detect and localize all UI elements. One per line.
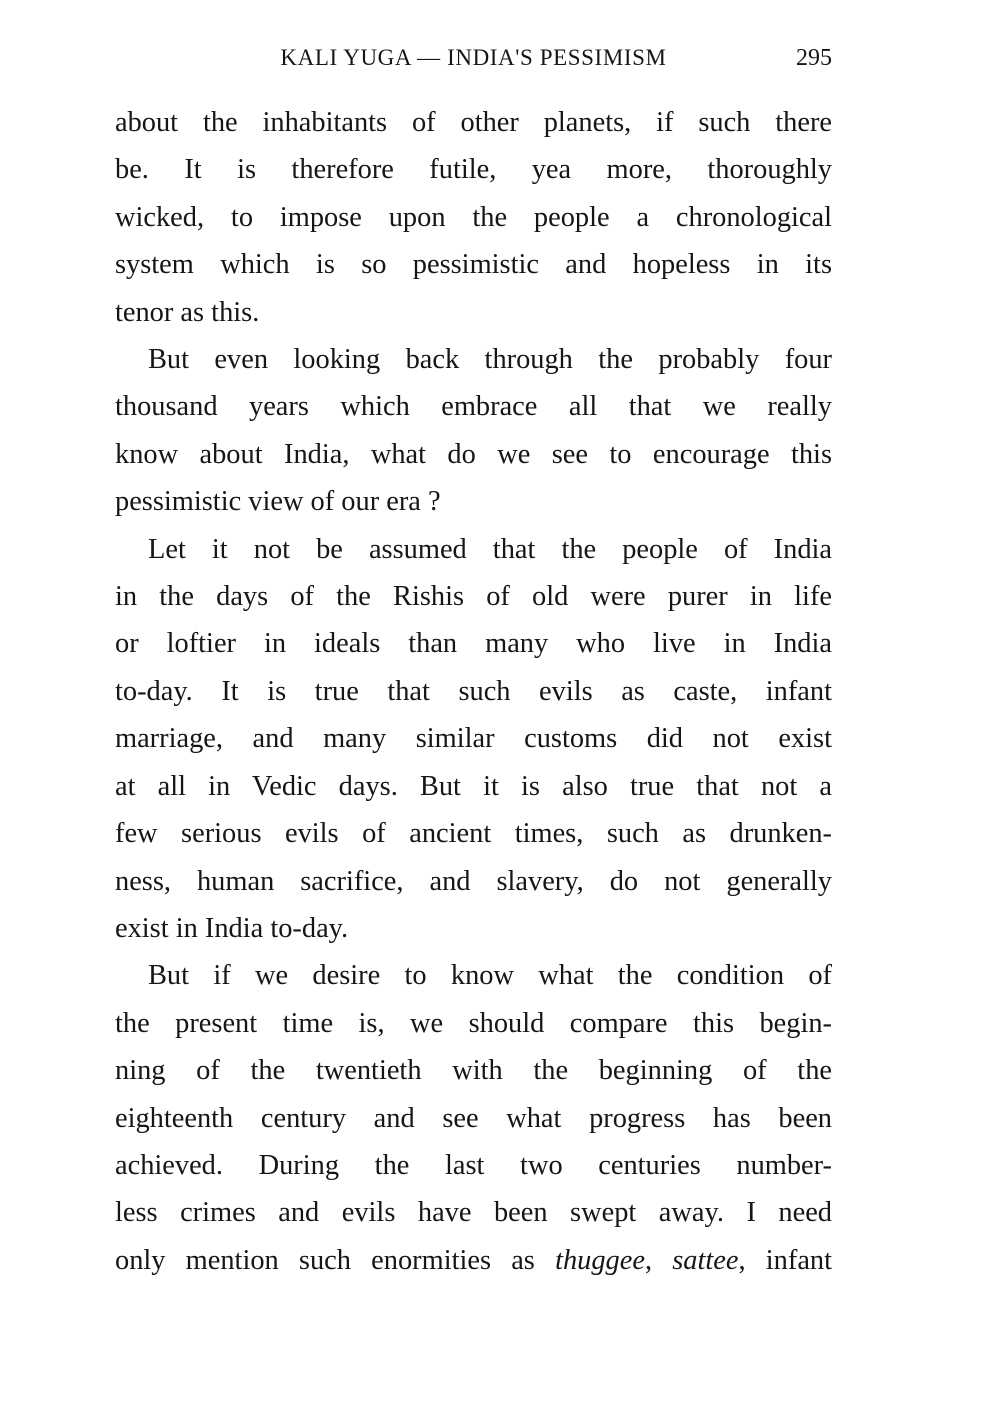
text-line: But if we desire to know what the condition of — [148, 960, 832, 992]
body-text — [115, 99, 832, 1284]
paragraph-3 — [115, 526, 832, 953]
running-head-title: KALI YUGA — INDIA'S PESSIMISM — [280, 45, 667, 70]
text-line: Let it not be assumed that the people of India — [148, 533, 832, 565]
text-run: , — [644, 1244, 673, 1276]
text-line: thousand years which embrace all that we really — [115, 391, 832, 423]
text-line: or loftier in ideals than many who live in India — [115, 628, 832, 660]
text-line: be. It is therefore futile, yea more, thoroughly — [115, 154, 832, 186]
text-line: to-day. It is true that such evils as caste, infant — [115, 675, 832, 707]
text-run: , infant — [738, 1244, 833, 1276]
text-line: few serious evils of ancient times, such as drunken- — [115, 818, 832, 850]
text-line: less crimes and evils have been swept away. I need — [115, 1197, 832, 1229]
text-line: But even looking back through the probably four — [148, 344, 832, 376]
paragraph-1 — [115, 99, 832, 336]
text-line: ness, human sacrifice, and slavery, do not generally — [115, 865, 832, 897]
text-line: tenor as this. — [115, 296, 260, 328]
page-number: 295 — [796, 45, 832, 71]
text-line: system which is so pessimistic and hopeless in its — [115, 249, 832, 281]
text-line: pessimistic view of our era ? — [115, 486, 441, 518]
italic-term-sattee: sattee — [672, 1244, 739, 1276]
text-line: exist in India to-day. — [115, 912, 349, 944]
text-line: know about India, what do we see to encourage this — [115, 438, 832, 470]
text-line: marriage, and many similar customs did not exist — [115, 723, 832, 755]
running-head — [115, 40, 832, 76]
text-line: ning of the twentieth with the beginning of the — [115, 1055, 832, 1087]
paragraph-4 — [115, 952, 832, 1284]
text-line: wicked, to impose upon the people a chronological — [115, 201, 832, 233]
text-line: about the inhabitants of other planets, if such there — [115, 107, 832, 138]
text-line: in the days of the Rishis of old were purer in life — [115, 581, 832, 613]
text-line: achieved. During the last two centuries number- — [115, 1149, 832, 1181]
text-line-with-italics — [115, 1237, 832, 1284]
text-line: the present time is, we should compare this begin- — [115, 1007, 832, 1039]
text-run: only mention such enormities as — [115, 1244, 556, 1276]
italic-term-thuggee: thuggee — [555, 1244, 645, 1276]
text-line: eighteenth century and see what progress has been — [115, 1102, 832, 1134]
paragraph-2 — [115, 336, 832, 526]
text-line: at all in Vedic days. But it is also true that not a — [115, 770, 832, 802]
